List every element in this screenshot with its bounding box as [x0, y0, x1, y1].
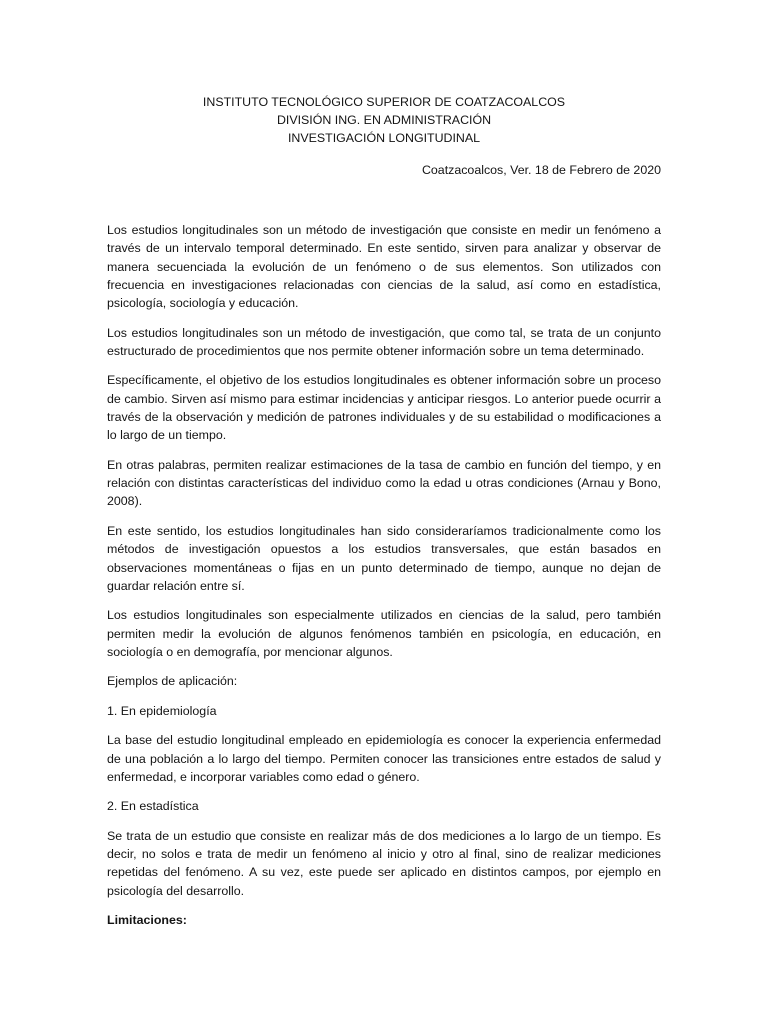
- section-heading-epidemiology: 1. En epidemiología: [107, 703, 217, 718]
- division-name: DIVISIÓN ING. EN ADMINISTRACIÓN: [276, 113, 492, 127]
- document-date: Coatzacoalcos, Ver. 18 de Febrero de 2020: [421, 163, 661, 177]
- paragraph-epidemiology: La base del estudio longitudinal empleado en epidemiología es conocer la experiencia enfermedad de una población a lo largo del tiempo. Permiten conocer las transiciones entre estados de salud y enfermedad, e incorporar variables como edad o género.: [107, 733, 661, 784]
- limitations-heading: Limitaciones:: [107, 913, 187, 928]
- section-heading-statistics: 2. En estadística: [107, 799, 199, 814]
- examples-heading: Ejemplos de aplicación:: [107, 674, 238, 689]
- paragraph: En este sentido, los estudios longitudinales han sido consideraríamos tradicionalmente como los métodos de investigación opuestos a los estudios transversales, que están basados en observaciones momentáneas o fijas en un punto determinado de tiempo, aunque no dejan de guardar relación entre sí.: [107, 523, 661, 593]
- paragraph: En otras palabras, permiten realizar estimaciones de la tasa de cambio en función del tiempo, y en relación con distintas características del individuo como la edad u otras condiciones (Arnau y Bono, 2008).: [107, 457, 661, 509]
- paragraph-statistics: Se trata de un estudio que consiste en realizar más de dos mediciones a lo largo de un tiempo. Es decir, no solos e trata de medir un fenómeno al inicio y otro al final, sino de realizar mediciones repetidas del fenómeno. A su vez, este puede ser aplicado en distintos campos, por ejemplo en psicología del desarrollo.: [107, 828, 661, 898]
- paragraph: Los estudios longitudinales son un método de investigación, que como tal, se trata de un conjunto estructurado de procedimientos que nos permite obtener información sobre un tema determinado.: [107, 325, 661, 358]
- document-title: INVESTIGACIÓN LONGITUDINAL: [287, 131, 481, 145]
- paragraph: Específicamente, el objetivo de los estudios longitudinales es obtener información sobre un proceso de cambio. Sirven así mismo para estimar incidencias y anticipar riesgos. Lo anterior puede ocurrir a través de la observación y medición de patrones individuales y de su estabilidad o modificaciones a lo largo de un tiempo.: [107, 373, 661, 443]
- paragraph: Los estudios longitudinales son un método de investigación que consiste en medir un fenómeno a través de un intervalo temporal determinado. En este sentido, sirven para analizar y observar de manera secuenciada la evolución de un fenómeno o de sus elementos. Son utilizados con frecuencia en investigaciones relacionadas con ciencias de la salud, así como en estadística, psicología, sociología y educación.: [107, 223, 661, 311]
- institution-name: INSTITUTO TECNOLÓGICO SUPERIOR DE COATZACOALCOS: [202, 95, 566, 109]
- paragraph: Los estudios longitudinales son especialmente utilizados en ciencias de la salud, pero también permiten medir la evolución de algunos fenómenos también en psicología, en educación, en sociología o en demografía, por mencionar algunos.: [107, 608, 661, 659]
- document-body: [107, 221, 661, 941]
- document-header: [0, 93, 768, 147]
